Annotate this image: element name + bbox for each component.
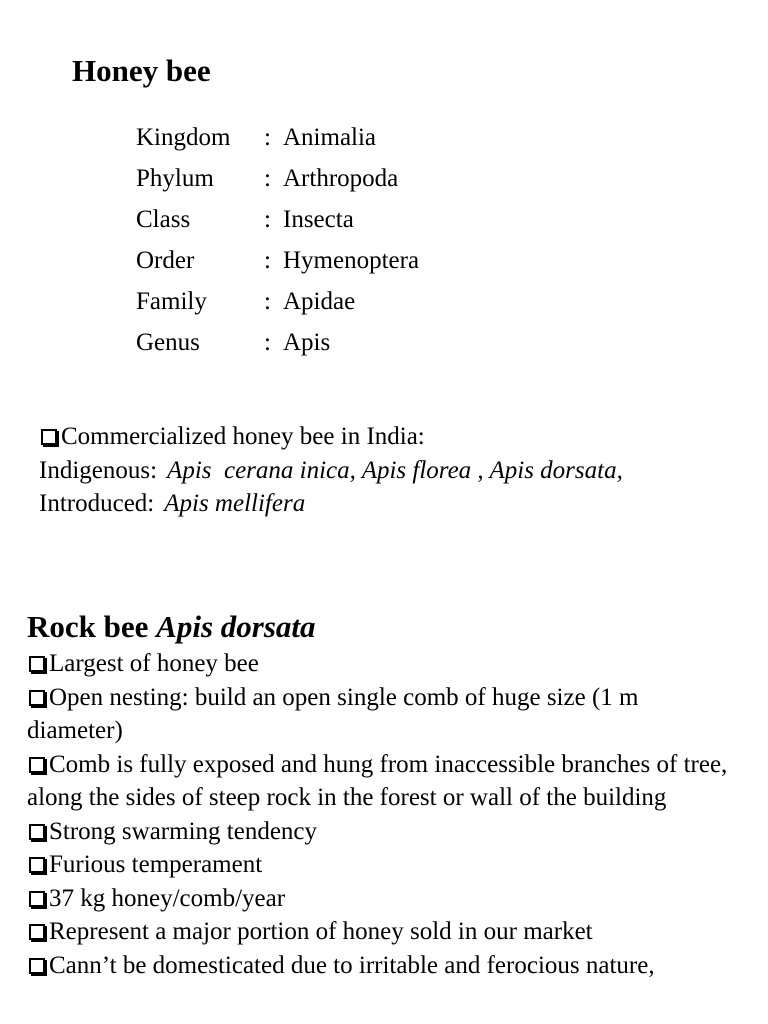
taxonomy-separator: : xyxy=(264,165,271,192)
checkbox-icon xyxy=(29,824,45,840)
bullet-item xyxy=(27,681,739,748)
commercial-bees-section xyxy=(39,420,623,521)
indigenous-species: Apis cerana inica, Apis florea , Apis dorsata, xyxy=(167,456,623,484)
bullet-text: 37 kg honey/comb/year xyxy=(49,884,286,912)
bullet-text: Largest of honey bee xyxy=(49,650,259,677)
taxonomy-separator: : xyxy=(264,124,271,151)
indigenous-label: Indigenous: xyxy=(39,456,158,484)
checkbox-icon xyxy=(29,891,45,907)
taxonomy-row-kingdom xyxy=(136,117,419,158)
taxonomy-row-order xyxy=(136,240,419,281)
taxonomy-list xyxy=(136,117,419,363)
commercial-heading: Commercialized honey bee in India: xyxy=(61,423,425,450)
taxonomy-value: Hymenoptera xyxy=(283,247,420,274)
checkbox-icon xyxy=(29,757,45,773)
rock-bee-heading xyxy=(27,607,739,647)
taxonomy-value: Apis xyxy=(283,329,331,356)
taxonomy-separator: : xyxy=(264,329,271,356)
taxonomy-rank: Family xyxy=(136,288,207,315)
bullet-item xyxy=(27,949,739,983)
bullet-text: Strong swarming tendency xyxy=(49,817,318,845)
taxonomy-separator: : xyxy=(264,247,271,274)
taxonomy-value: Animalia xyxy=(283,124,377,151)
bullet-item xyxy=(27,647,739,681)
rock-bee-heading-text: Rock bee xyxy=(27,609,157,644)
taxonomy-row-class xyxy=(136,199,419,240)
bullet-item xyxy=(27,882,739,916)
rock-bee-species-name: Apis dorsata xyxy=(156,609,316,644)
taxonomy-value: Arthropoda xyxy=(283,165,399,192)
bullet-text: Furious temperament xyxy=(49,851,263,878)
introduced-label: Introduced: xyxy=(39,490,155,517)
checkbox-icon xyxy=(41,429,57,445)
rock-bee-section xyxy=(27,607,739,982)
taxonomy-separator: : xyxy=(264,206,271,233)
bullet-item xyxy=(27,848,739,882)
checkbox-icon xyxy=(29,958,45,974)
indigenous-line xyxy=(39,454,623,488)
taxonomy-rank: Order xyxy=(136,247,195,274)
bullet-item xyxy=(27,815,739,849)
checkbox-icon xyxy=(29,690,45,706)
taxonomy-rank: Class xyxy=(136,206,191,233)
bullet-text: Comb is fully exposed and hung from inaccessible branches of tree, along the sides of steep rock in the forest or wall of the building xyxy=(27,750,728,811)
bullet-item xyxy=(27,915,739,949)
taxonomy-rank: Kingdom xyxy=(136,124,231,151)
checkbox-icon xyxy=(29,924,45,940)
taxonomy-rank: Phylum xyxy=(136,165,214,192)
taxonomy-separator: : xyxy=(264,288,271,315)
taxonomy-row-genus xyxy=(136,322,419,363)
checkbox-icon xyxy=(29,857,45,873)
taxonomy-row-family xyxy=(136,281,419,322)
taxonomy-value: Apidae xyxy=(283,288,356,315)
taxonomy-rank: Genus xyxy=(136,329,200,356)
bullet-text: Cann’t be domesticated due to irritable and ferocious nature, xyxy=(49,951,655,979)
commercial-heading-line xyxy=(39,420,623,454)
checkbox-icon xyxy=(29,656,45,672)
introduced-species: Apis mellifera xyxy=(164,490,306,517)
introduced-line xyxy=(39,487,623,521)
bullet-text: Represent a major portion of honey sold in our market xyxy=(49,918,593,945)
bullet-text: Open nesting: build an open single comb of huge size (1 m diameter) xyxy=(27,683,639,744)
taxonomy-value: Insecta xyxy=(283,206,354,233)
bullet-item xyxy=(27,748,739,815)
page-title: Honey bee xyxy=(72,53,211,88)
taxonomy-row-phylum xyxy=(136,158,419,199)
